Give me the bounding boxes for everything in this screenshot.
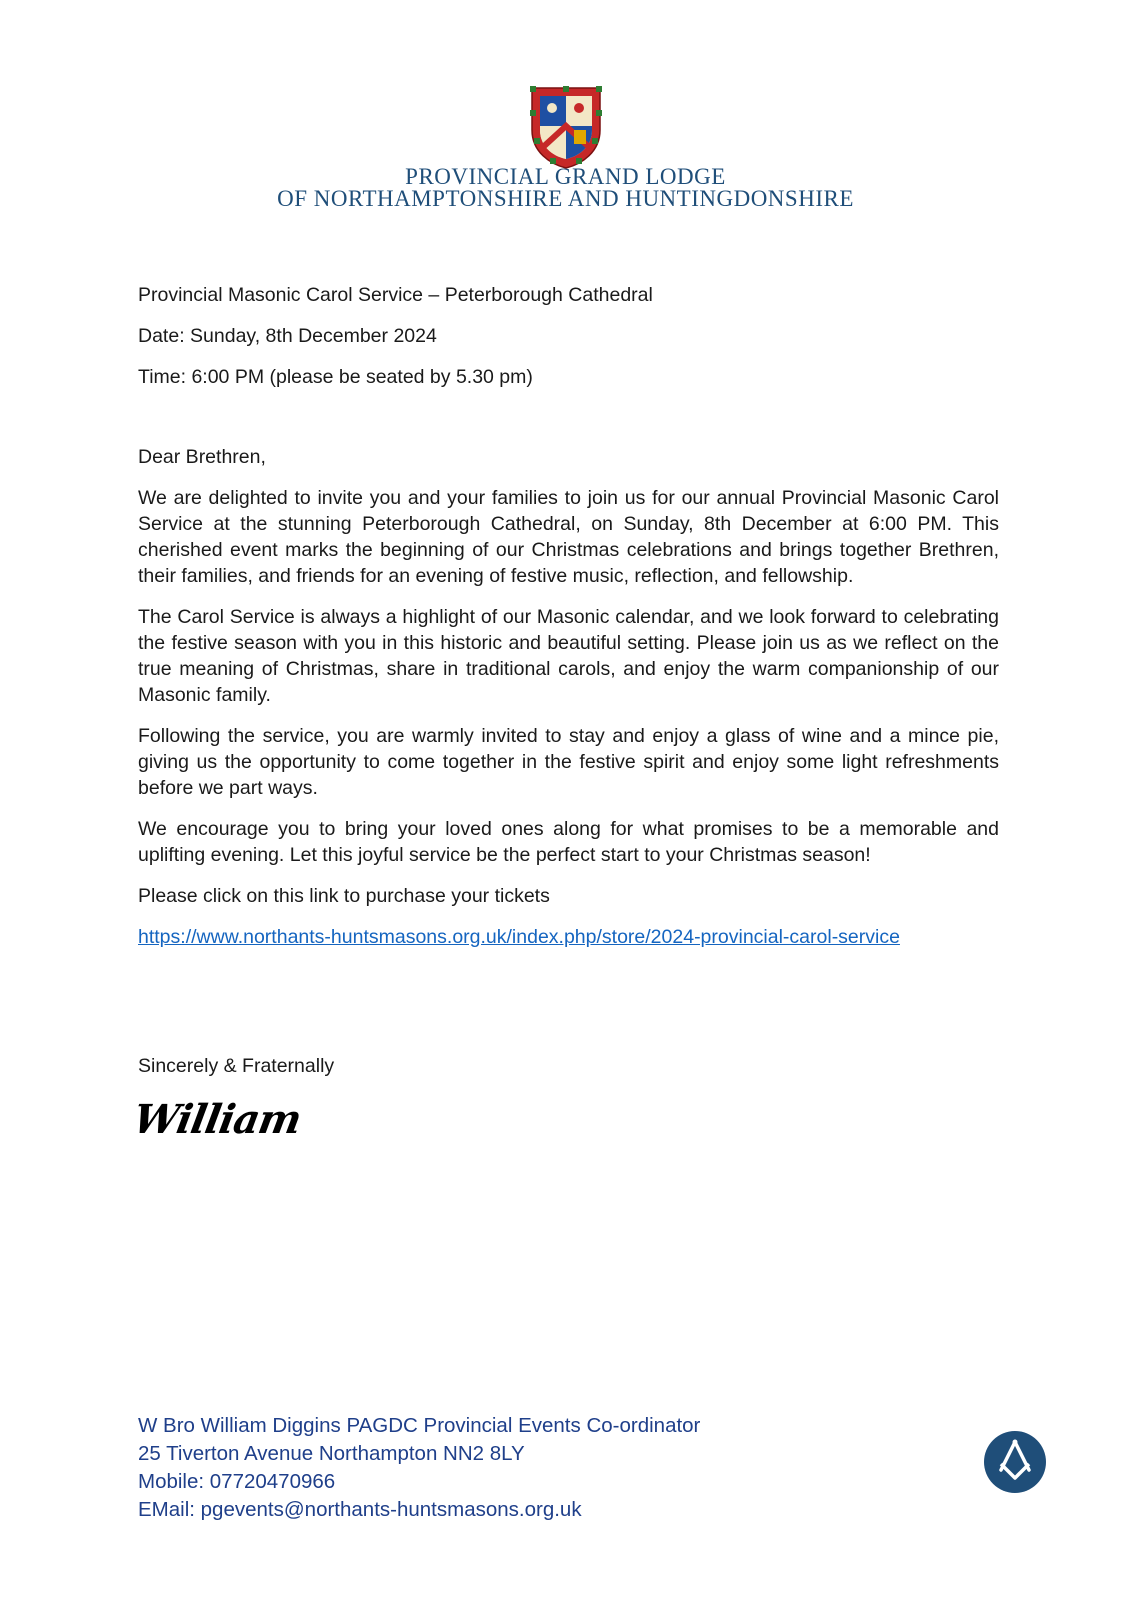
event-date: Date: Sunday, 8th December 2024 bbox=[138, 325, 437, 347]
organization-title-line1: PROVINCIAL GRAND LODGE bbox=[405, 164, 726, 189]
ticket-purchase-link[interactable]: https://www.northants-huntsmasons.org.uk/index.php/store/2024-provincial-carol-service bbox=[138, 926, 900, 948]
square-and-compasses-icon bbox=[983, 1430, 1047, 1494]
closing-text: Sincerely & Fraternally bbox=[138, 1055, 335, 1077]
coat-of-arms-icon bbox=[530, 86, 602, 170]
salutation: Dear Brethren, bbox=[138, 446, 266, 468]
letter-body bbox=[138, 282, 999, 965]
paragraph-encourage: We encourage you to bring your loved ones along for what promises to be a memorable and uplifting evening. Let this joyful service be the perfect start to your Christmas season! bbox=[138, 818, 999, 866]
paragraph-highlight: The Carol Service is always a highlight of our Masonic calendar, and we look forward to celebrating the festive season with you in this historic and beautiful setting. Please join us as we reflect on the true meaning of Christmas, share in traditional carols, and enjoy the warm companionship of our Masonic family. bbox=[138, 606, 999, 706]
signature: William bbox=[129, 1096, 305, 1143]
contact-email: EMail: pgevents@northants-huntsmasons.org.uk bbox=[138, 1498, 582, 1521]
event-title: Provincial Masonic Carol Service – Peterborough Cathedral bbox=[138, 284, 653, 306]
event-time: Time: 6:00 PM (please be seated by 5.30 pm) bbox=[138, 366, 533, 388]
contact-address: 25 Tiverton Avenue Northampton NN2 8LY bbox=[138, 1442, 525, 1465]
contact-mobile: Mobile: 07720470966 bbox=[138, 1470, 336, 1493]
organization-title-line2: OF NORTHAMPTONSHIRE AND HUNTINGDONSHIRE bbox=[277, 186, 854, 211]
contact-name: W Bro William Diggins PAGDC Provincial Events Co-ordinator bbox=[138, 1414, 701, 1437]
paragraph-invitation: We are delighted to invite you and your families to join us for our annual Provincial Masonic Carol Service at the stunning Peterborough Cathedral, on Sunday, 8th December at 6:00 PM. This cherished event marks the beginning of our Christmas celebrations and brings together Brethren, their families, and friends for an evening of festive music, reflection, and fellowship. bbox=[138, 487, 999, 587]
paragraph-purchase-prompt: Please click on this link to purchase your tickets bbox=[138, 885, 550, 907]
contact-footer bbox=[138, 1412, 700, 1524]
paragraph-refreshments: Following the service, you are warmly invited to stay and enjoy a glass of wine and a mince pie, giving us the opportunity to come together in the festive spirit and enjoy some light refreshments before we part ways. bbox=[138, 725, 999, 799]
